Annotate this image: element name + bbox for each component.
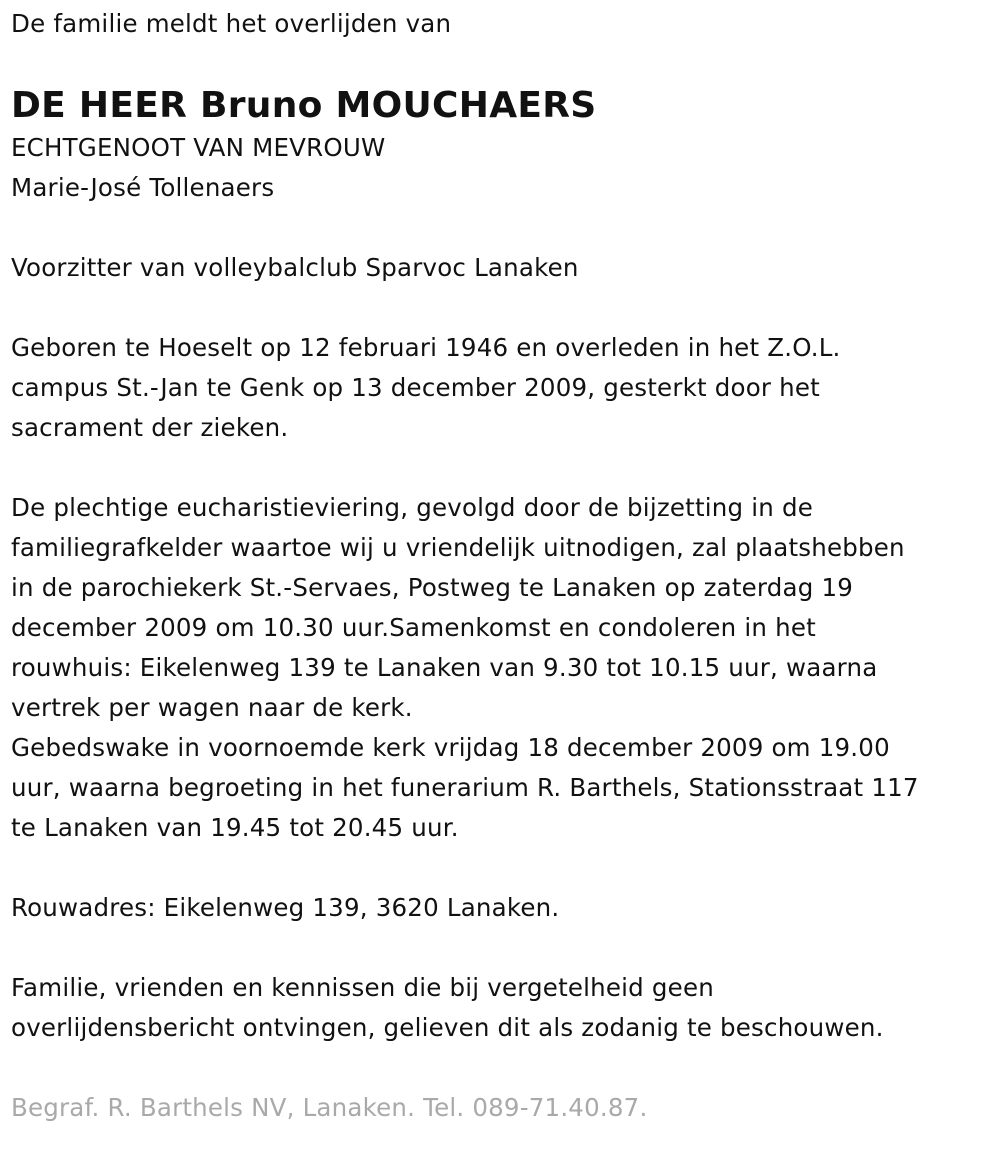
death-notice (11, 4, 991, 1128)
mourning-address: Rouwadres: Eikelenweg 139, 3620 Lanaken. (11, 893, 560, 922)
life-line: sacrament der zieken. (11, 413, 289, 442)
funeral-home-contact: Begraf. R. Barthels NV, Lanaken. Tel. 089-71.40.87. (11, 1093, 648, 1122)
role-text: Voorzitter van volleybalclub Sparvoc Lanaken (11, 253, 579, 282)
spouse-label: ECHTGENOOT VAN MEVROUW (11, 133, 386, 162)
life-paragraph (11, 328, 991, 448)
spouse-name: Marie-José Tollenaers (11, 173, 275, 202)
ceremony-line: familiegrafkelder waartoe wij u vriendelijk uitnodigen, zal plaatshebben (11, 533, 905, 562)
closing-paragraph (11, 968, 991, 1048)
intro-text: De familie meldt het overlijden van (11, 9, 452, 38)
ceremony-paragraph (11, 488, 991, 848)
deceased-name: DE HEER Bruno MOUCHAERS (11, 85, 597, 126)
ceremony-line: te Lanaken van 19.45 tot 20.45 uur. (11, 813, 459, 842)
ceremony-line: rouwhuis: Eikelenweg 139 te Lanaken van 9.30 tot 10.15 uur, waarna (11, 653, 878, 682)
life-line: Geboren te Hoeselt op 12 februari 1946 en overleden in het Z.O.L. (11, 333, 841, 362)
ceremony-line: in de parochiekerk St.-Servaes, Postweg te Lanaken op zaterdag 19 (11, 573, 854, 602)
life-line: campus St.-Jan te Genk op 13 december 2009, gesterkt door het (11, 373, 820, 402)
ceremony-line: vertrek per wagen naar de kerk. (11, 693, 413, 722)
ceremony-line: uur, waarna begroeting in het funerarium R. Barthels, Stationsstraat 117 (11, 773, 919, 802)
ceremony-line: De plechtige eucharistieviering, gevolgd door de bijzetting in de (11, 493, 813, 522)
closing-line: overlijdensbericht ontvingen, gelieven dit als zodanig te beschouwen. (11, 1013, 884, 1042)
ceremony-line: Gebedswake in voornoemde kerk vrijdag 18 december 2009 om 19.00 (11, 733, 890, 762)
closing-line: Familie, vrienden en kennissen die bij vergetelheid geen (11, 973, 714, 1002)
ceremony-line: december 2009 om 10.30 uur.Samenkomst en condoleren in het (11, 613, 816, 642)
